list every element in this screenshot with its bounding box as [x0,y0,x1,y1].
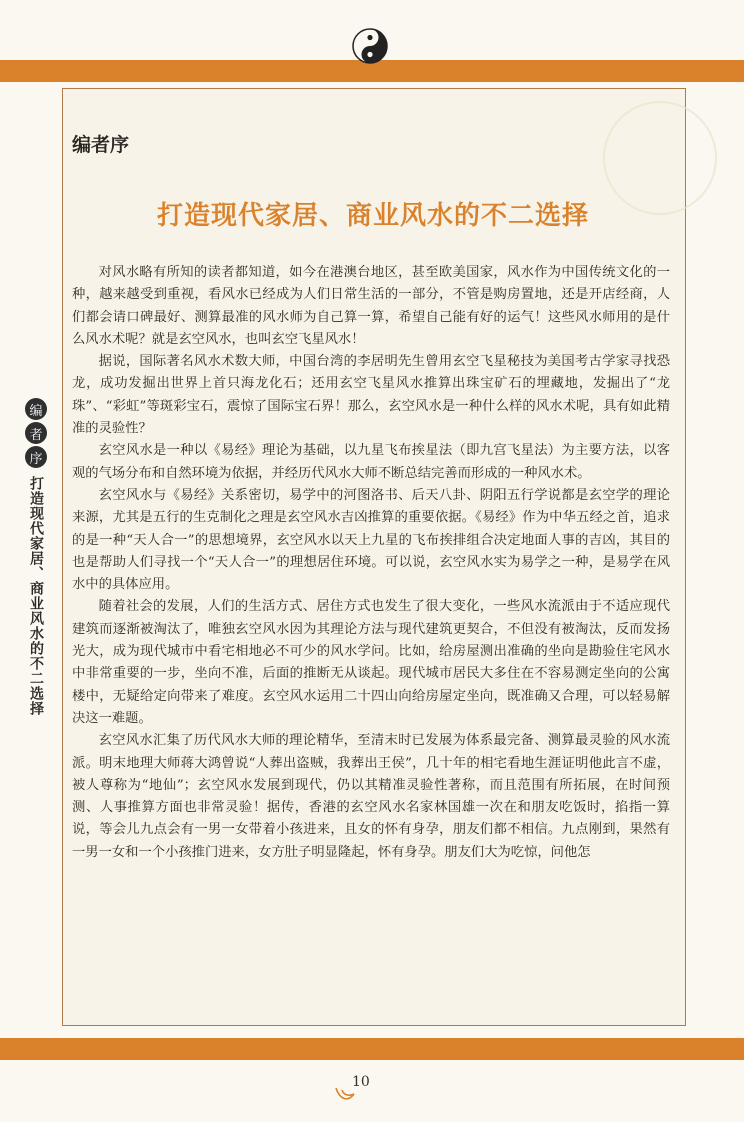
paragraph: 对风水略有所知的读者都知道，如今在港澳台地区，甚至欧美国家，风水作为中国传统文化的一种，越来越受到重视，看风水已经成为人们日常生活的一部分，不管是购房置地，还是开店经商，人们都会请口碑最好、测算最准的风水师为自己算一算，希望自己能有好的运气！这些风水师用的是什么风水术呢？就是玄空风水，也叫玄空飞星风水！ [72,265,670,347]
paragraph: 玄空风水是一种以《易经》理论为基础，以九星飞布挨星法（即九宫飞星法）为主要方法，以客观的气场分布和自然环境为依据，并经历代风水大师不断总结完善而形成的一种风水术。 [72,443,670,481]
section-label: 编者序 [72,134,130,156]
footer-band [0,1038,744,1060]
body-text [72,262,670,864]
side-title: 打造现代家居、商业风水的不二选择 [28,476,44,716]
yin-yang-icon [352,28,388,64]
side-badge: 序 [25,446,47,468]
paragraph: 随着社会的发展，人们的生活方式、居住方式也发生了很大变化，一些风水流派由于不适应现代建筑而逐渐被淘汰了，唯独玄空风水因为其理论方法与现代建筑更契合，不但没有被淘汰，反而发扬光大，成为现代城市中看宅相地必不可少的风水学问。比如，给房屋测出准确的坐向是勘验住宅风水中非常重要的一步，坐向不准，后面的推断无从谈起。现代城市居民大多住在不容易测定坐向的公寓楼中，无疑给定向带来了难度。玄空风水运用二十四山向给房屋定坐向，既准确又合理，可以轻易解决这一难题。 [72,599,670,726]
side-running-head [18,398,54,766]
side-badge: 者 [25,422,47,444]
page-number: 10 [352,1074,370,1090]
side-badge: 编 [25,398,47,420]
paragraph: 玄空风水汇集了历代风水大师的理论精华，至清末时已发展为体系最完备、测算最灵验的风水流派。明末地理大师蒋大鸿曾说“人葬出盗贼，我葬出王侯”，几十年的相宅看地生涯证明他此言不虚，被人尊称为“地仙”；玄空风水发展到现代，仍以其精准灵验性著称，而且范围有所拓展，在时间预测、人事推算方面也非常灵验！据传，香港的玄空风水名家林国雄一次在和朋友吃饭时，掐指一算说，等会儿九点会有一男一女带着小孩进来，且女的怀有身孕，朋友们都不相信。九点刚到，果然有一男一女和一个小孩推门进来，女方肚子明显隆起，怀有身孕。朋友们大为吃惊，问他怎 [72,733,670,860]
paragraph: 玄空风水与《易经》关系密切，易学中的河图洛书、后天八卦、阴阳五行学说都是玄空学的理论来源，尤其是五行的生克制化之理是玄空风水吉凶推算的重要依据。《易经》作为中华五经之首，追求的是一种“天人合一”的思想境界，玄空风水以天上九星的飞布挨排组合决定地面人事的吉凶，其目的也是帮助人们寻找一个“天人合一”的理想居住环境。可以说，玄空风水实为易学之一种，是易学在风水中的具体应用。 [72,487,670,593]
page-title: 打造现代家居、商业风水的不二选择 [156,201,589,231]
paragraph: 据说，国际著名风水术数大师，中国台湾的李居明先生曾用玄空飞星秘技为美国考古学家寻找恐龙，成功发掘出世界上首只海龙化石；还用玄空飞星风水推算出珠宝矿石的埋藏地，发掘出了“龙珠”、“彩虹”等斑彩宝石，震惊了国际宝石界！那么，玄空风水是一种什么样的风水术呢，具有如此精准的灵验性？ [72,354,670,437]
